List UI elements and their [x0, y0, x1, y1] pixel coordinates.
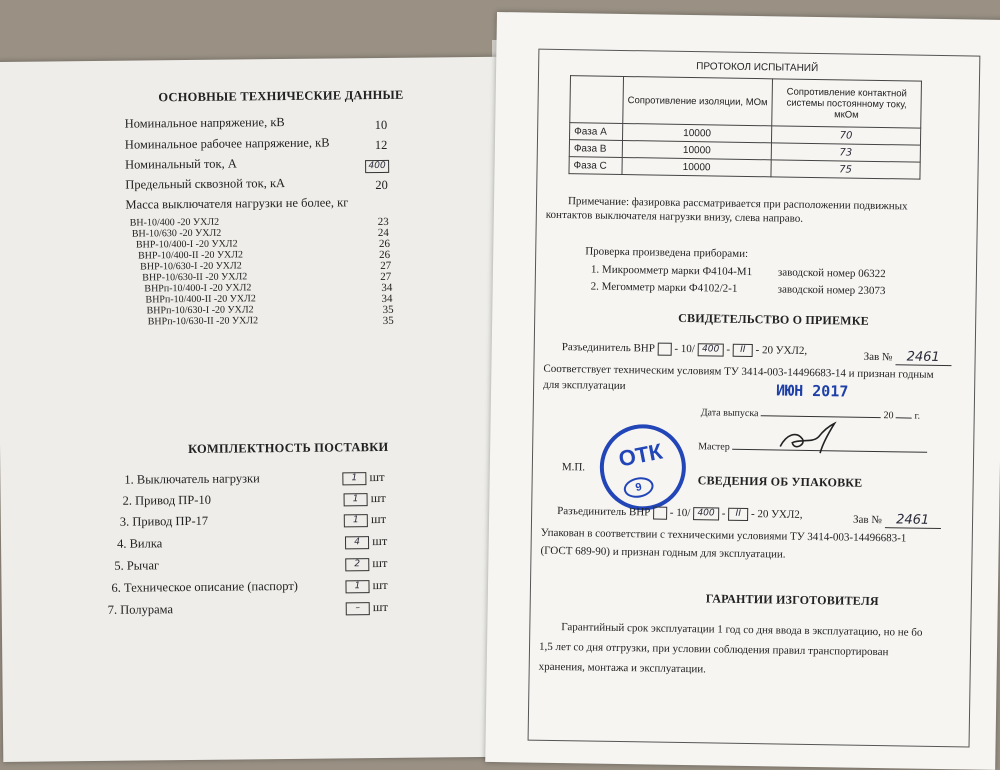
- kit-item-qty: – шт: [346, 600, 388, 615]
- serial-value: 2461: [885, 512, 941, 529]
- phase-cell: Фаза А: [570, 123, 623, 141]
- device-serial: заводской номер 23073: [777, 283, 886, 298]
- mass-model: ВНР-10/400-I -20 УХЛ2: [135, 238, 238, 251]
- acceptance-serial: [864, 349, 952, 366]
- product-blank-box: [658, 343, 672, 356]
- protocol-header: Сопротивление изоляции, МОм: [623, 76, 773, 125]
- mass-value: 35: [382, 314, 394, 327]
- serial-label: Зав №: [863, 350, 893, 364]
- mass-value: 26: [378, 237, 390, 250]
- otk-stamp-text: ОТК: [616, 438, 665, 472]
- kit-item-qty: 2 шт: [345, 556, 387, 571]
- kit-item-label: 5. Рычаг: [114, 558, 160, 573]
- issue-year-line: [896, 417, 912, 418]
- product-suffix: 20 УХЛ2,: [761, 344, 808, 357]
- mp-label: М.П.: [561, 461, 586, 474]
- product-variant-box: II: [728, 508, 748, 521]
- protocol-header: Сопротивление контактной системы постоянному току, мкОм: [772, 79, 922, 128]
- date-stamp: ИЮН 2017: [775, 381, 849, 401]
- kit-item-label: 4. Вилка: [116, 536, 163, 551]
- mass-value: 24: [377, 226, 389, 240]
- packing-line: (ГОСТ 689-90) и признан годным для эксплуатации.: [540, 544, 786, 561]
- warranty-line: хранения, монтажа и эксплуатации.: [538, 660, 707, 676]
- spec-value: 12: [374, 137, 388, 153]
- insulation-cell: 10000: [622, 140, 771, 159]
- device-serial: заводской номер 06322: [777, 266, 886, 281]
- otk-stamp-number: 9: [622, 475, 655, 500]
- mass-model: ВНР-10/630-I -20 УХЛ2: [140, 260, 242, 273]
- mass-model: ВНРп-10/400-I -20 УХЛ2: [144, 282, 252, 295]
- mass-model: ВНР-10/630-II -20 УХЛ2: [142, 271, 248, 284]
- packing-line: Упакован в соответствии с техническими условиями ТУ 3414-003-14496683-1: [540, 526, 907, 545]
- product-variant-box: II: [733, 344, 753, 357]
- protocol-table: [568, 75, 922, 180]
- kit-item-label: 2. Привод ПР-10: [122, 492, 211, 508]
- kit-item-label: 7. Полурама: [107, 602, 174, 617]
- spec-label: Номинальное рабочее напряжение, кВ: [124, 135, 330, 152]
- rated-current-value: 400: [365, 160, 389, 173]
- product-separator: - 10/: [669, 506, 691, 520]
- device-line: 2. Мегомметр марки Ф4102/2-1: [590, 280, 738, 295]
- rated-current-box: [365, 157, 389, 175]
- mass-model: ВНРп-10/630-II -20 УХЛ2: [147, 315, 259, 328]
- note-line: контактов выключателя нагрузки внизу, слева направо.: [545, 208, 804, 225]
- acceptance-product-line: Разъединитель ВНР - 10/ 400 - II - 20 УХЛ2,: [561, 341, 808, 357]
- mass-value: 35: [382, 303, 394, 316]
- issue-date-label: Дата выпуска: [700, 407, 759, 420]
- mass-model: ВНР-10/400-II -20 УХЛ2: [137, 249, 244, 262]
- spec-label: Номинальное напряжение, кВ: [124, 114, 285, 131]
- device-line: 1. Микроомметр марки Ф4104-М1: [590, 263, 753, 279]
- kit-item-qty: 1 шт: [342, 470, 384, 485]
- kit-item-qty: 4 шт: [345, 534, 387, 549]
- mass-value: 34: [381, 292, 393, 305]
- kit-title: КОМПЛЕКТНОСТЬ ПОСТАВКИ: [187, 439, 389, 457]
- mass-model: ВНРп-10/400-II -20 УХЛ2: [145, 293, 256, 306]
- acceptance-title: СВИДЕТЕЛЬСТВО О ПРИЕМКЕ: [678, 310, 869, 328]
- spec-value: 20: [375, 177, 388, 193]
- mass-model: ВН-10/400 -20 УХЛ2: [129, 216, 220, 229]
- kit-item-label: 1. Выключатель нагрузки: [124, 471, 260, 487]
- spec-label: Номинальный ток, А: [125, 156, 237, 172]
- conformity-line: для эксплуатации: [543, 378, 626, 393]
- serial-value: 2461: [895, 349, 951, 366]
- mass-model: ВНРп-10/630-I -20 УХЛ2: [146, 304, 254, 317]
- kit-item-label: 3. Привод ПР-17: [119, 513, 209, 529]
- mass-value: 34: [381, 281, 393, 294]
- specs-title: ОСНОВНЫЕ ТЕХНИЧЕСКИЕ ДАННЫЕ: [158, 87, 404, 105]
- mass-value: 23: [377, 215, 389, 229]
- warranty-line: Гарантийный срок эксплуатации 1 год со дня ввода в эксплуатацию, но не бо: [561, 621, 923, 639]
- conformity-line: Соответствует техническим условиям ТУ 3414-003-14496683-14 и признан годным: [543, 362, 934, 381]
- mass-value: 27: [380, 259, 392, 272]
- product-separator: - 10/: [674, 342, 695, 356]
- kit-item-qty: 1 шт: [344, 512, 386, 527]
- packing-product-line: Разъединитель ВНР - 10/ 400 - II - 20 УХЛ2,: [557, 505, 803, 521]
- kit-item-label: 6. Техническое описание (паспорт): [111, 578, 298, 595]
- spec-label: Предельный сквозной ток, кА: [125, 175, 286, 192]
- warranty-title: ГАРАНТИИ ИЗГОТОВИТЕЛЯ: [705, 591, 879, 609]
- insulation-cell: 10000: [622, 123, 771, 142]
- master-signature: [772, 416, 853, 457]
- mass-value: 27: [380, 270, 392, 283]
- master-label: Мастер: [698, 441, 730, 453]
- issue-year-suffix: г.: [914, 410, 921, 422]
- protocol-title: ПРОТОКОЛ ИСПЫТАНИЙ: [696, 61, 819, 75]
- right-page: [485, 12, 1000, 770]
- mass-model: ВН-10/630 -20 УХЛ2: [131, 227, 222, 240]
- insulation-cell: 10000: [622, 157, 771, 176]
- product-current-box: 400: [693, 507, 719, 520]
- contact-cell: 70: [771, 126, 920, 145]
- kit-item-qty: 1 шт: [344, 491, 386, 506]
- devices-title: Проверка произведена приборами:: [585, 245, 749, 260]
- phase-cell: Фаза С: [569, 157, 622, 175]
- issue-year: 20: [883, 410, 894, 422]
- product-blank-box: [653, 507, 667, 520]
- note-line: Примечание: фазировка рассматривается при расположении подвижных: [567, 195, 908, 213]
- warranty-line: 1,5 лет со дня отгрузки, при условии соблюдения правил транспортирован: [538, 640, 889, 659]
- product-current-box: 400: [698, 343, 724, 356]
- phase-cell: Фаза В: [569, 140, 622, 158]
- product-name: Разъединитель ВНР: [557, 505, 651, 519]
- packing-serial: [853, 512, 941, 529]
- left-page: [0, 57, 506, 762]
- product-name: Разъединитель ВНР: [561, 341, 656, 355]
- mass-title: Масса выключателя нагрузки не более, кг: [125, 195, 349, 212]
- kit-item-qty: 1 шт: [345, 578, 387, 593]
- packing-title: СВЕДЕНИЯ ОБ УПАКОВКЕ: [697, 473, 863, 490]
- serial-label: Зав №: [852, 513, 883, 527]
- product-suffix: 20 УХЛ2,: [757, 508, 803, 521]
- contact-cell: 73: [771, 143, 920, 162]
- spec-value: 10: [374, 117, 388, 133]
- contact-cell: 75: [771, 160, 920, 179]
- protocol-header-blank: [570, 76, 624, 124]
- mass-value: 26: [378, 248, 391, 261]
